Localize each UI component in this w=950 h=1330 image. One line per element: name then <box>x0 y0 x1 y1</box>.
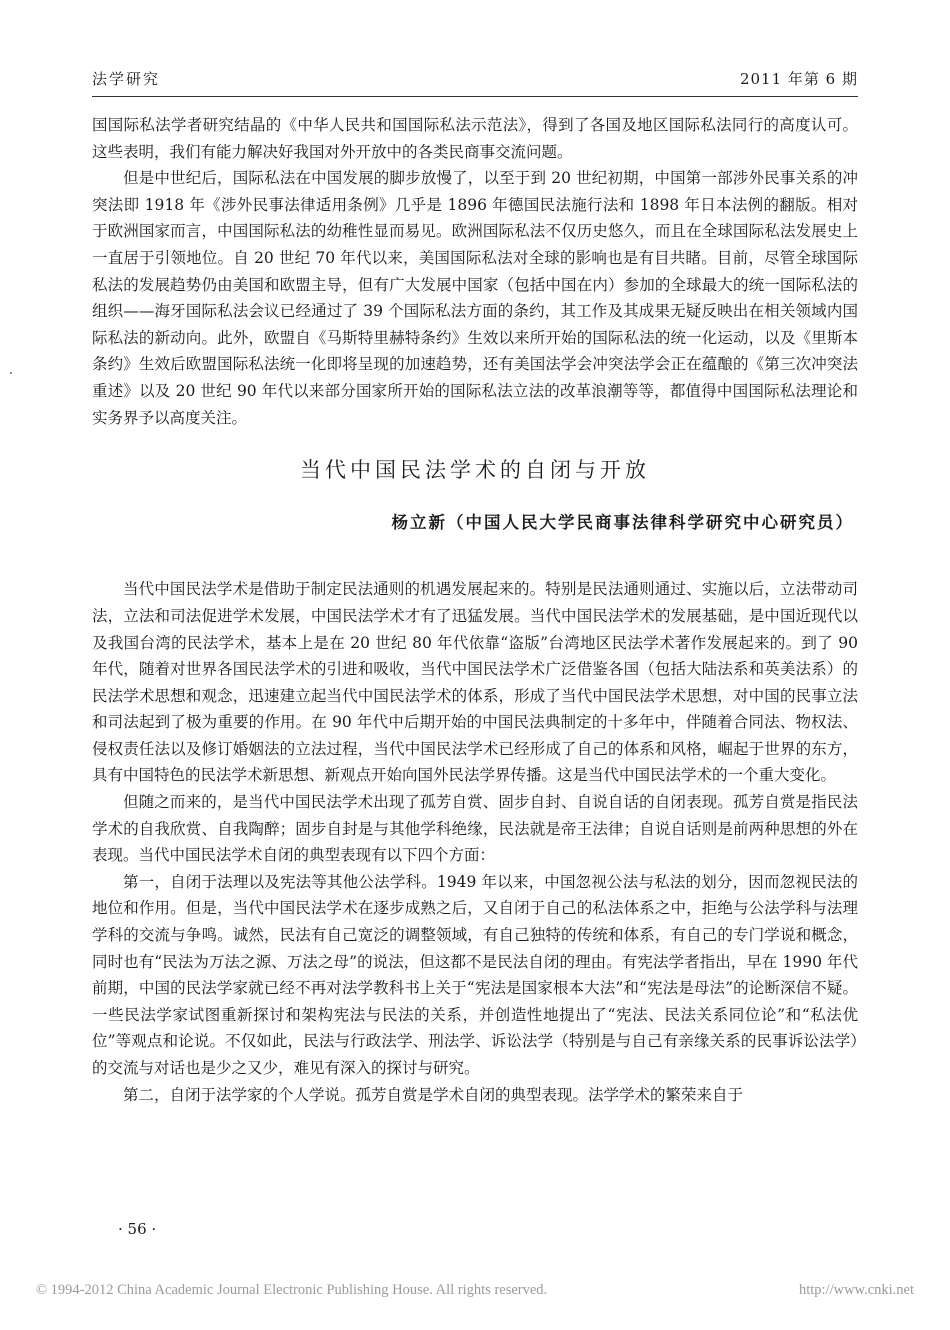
journal-name: 法学研究 <box>92 70 161 88</box>
copyright-notice: © 1994-2012 China Academic Journal Electronic Publishing House. All rights reserved. <box>36 1282 548 1298</box>
running-header <box>92 64 858 97</box>
paragraph: 但是中世纪后，国际私法在中国发展的脚步放慢了，以至于到 20 世纪初期，中国第一部涉外民事关系的冲突法即 1918 年《涉外民事法律适用条例》几乎是 1896 年德国民法施行法和 1898 年日本法例的翻版。相对于欧洲国家而言，中国国际私法的幼稚性显而易见。欧洲国际私法不仅历史悠久，而且在全球国际私法发展史上一直居于引领地位。自 20 世纪 70 年代以来，美国国际私法对全球的影响也是有目共睹。目前，尽管全球国际私法的发展趋势仍由美国和欧盟主导，但有广大发展中国家（包括中国在内）参加的全球最大的统一国际私法的组织——海牙国际私法会议已经通过了 39 个国际私法方面的条约，其工作及其成果无疑反映出在相关领域内国际私法的新动向。此外，欧盟自《马斯特里赫特条约》生效以来所开始的国际私法的统一化运动，以及《里斯本条约》生效后欧盟国际私法统一化即将呈现的加速趋势，还有美国法学会冲突法学会正在蕴酿的《第三次冲突法重述》以及 20 世纪 90 年代以来部分国家所开始的国际私法立法的改革浪潮等等，都值得中国国际私法理论和实务界予以高度关注。 <box>92 169 858 427</box>
page-number: · 56 · <box>118 1220 157 1238</box>
paragraph: 但随之而来的，是当代中国民法学术出现了孤芳自赏、固步自封、自说自话的自闭表现。孤芳自赏是指民法学术的自我欣赏、自我陶醉；固步自封是与其他学科绝缘，民法就是帝王法律；自说自话则是前两种思想的外在表现。当代中国民法学术自闭的典型表现有以下四个方面： <box>92 793 858 865</box>
paragraph: 国国际私法学者研究结晶的《中华人民共和国国际私法示范法》，得到了各国及地区国际私法同行的高度认可。这些表明，我们有能力解决好我国对外开放中的各类民商事交流问题。 <box>92 116 858 161</box>
issue-label: 2011 年第 6 期 <box>739 70 858 88</box>
paragraph: 第一，自闭于法理以及宪法等其他公法学科。1949 年以来，中国忽视公法与私法的划分，因而忽视民法的地位和作用。但是，当代中国民法学术在逐步成熟之后，又自闭于自己的私法体系之中，拒绝与公法学科与法理学科的交流与争鸣。诚然，民法有自己宽泛的调整领域，有自己独特的传统和体系，有自己的专门学说和概念，同时也有“民法为万法之源、万法之母”的说法，但这都不是民法自闭的理由。有宪法学者指出，早在 1990 年代前期，中国的民法学家就已经不再对法学教科书上关于“宪法是国家根本大法”和“宪法是母法”的论断深信不疑。一些民法学家试图重新探讨和架构宪法与民法的关系，并创造性地提出了“宪法、民法关系同位论”和“私法优位”等观点和论说。不仅如此，民法与行政法学、刑法学、诉讼法学（特别是与自己有亲缘关系的民事诉讼法学）的交流与对话也是少之又少，难见有深入的探讨与研究。 <box>92 872 858 1077</box>
footer-url[interactable]: http://www.cnki.net <box>798 1282 914 1298</box>
paragraph: 当代中国民法学术是借助于制定民法通则的机遇发展起来的。特别是民法通则通过、实施以后，立法带动司法，立法和司法促进学术发展，中国民法学术才有了迅猛发展。当代中国民法学术的发展基础，是中国近现代以及我国台湾的民法学术，基本上是在 20 世纪 80 年代依靠“盗版”台湾地区民法学术著作发展起来的。到了 90 年代，随着对世界各国民法学术的引进和吸收，当代中国民法学术广泛借鉴各国（包括大陆法系和英美法系）的民法学术思想和观念，迅速建立起当代中国民法学术的体系，形成了当代中国民法学术思想，对中国的民事立法和司法起到了极为重要的作用。在 90 年代中后期开始的中国民法典制定的十多年中，伴随着合同法、物权法、侵权责任法以及修订婚姻法的立法过程，当代中国民法学术已经形成了自己的体系和风格，崛起于世界的东方，具有中国特色的民法学术新思想、新观点开始向国外民法学界传播。这是当代中国民法学术的一个重大变化。 <box>92 580 858 785</box>
article-author: 杨立新（中国人民大学民商事法律科学研究中心研究员） <box>391 512 854 532</box>
paragraph: 第二，自闭于法学家的个人学说。孤芳自赏是学术自闭的典型表现。法学学术的繁荣来自于 <box>123 1085 744 1104</box>
page-body <box>92 112 858 1108</box>
article-title: 当代中国民法学术的自闭与开放 <box>300 458 650 483</box>
scan-artifact <box>10 372 12 374</box>
